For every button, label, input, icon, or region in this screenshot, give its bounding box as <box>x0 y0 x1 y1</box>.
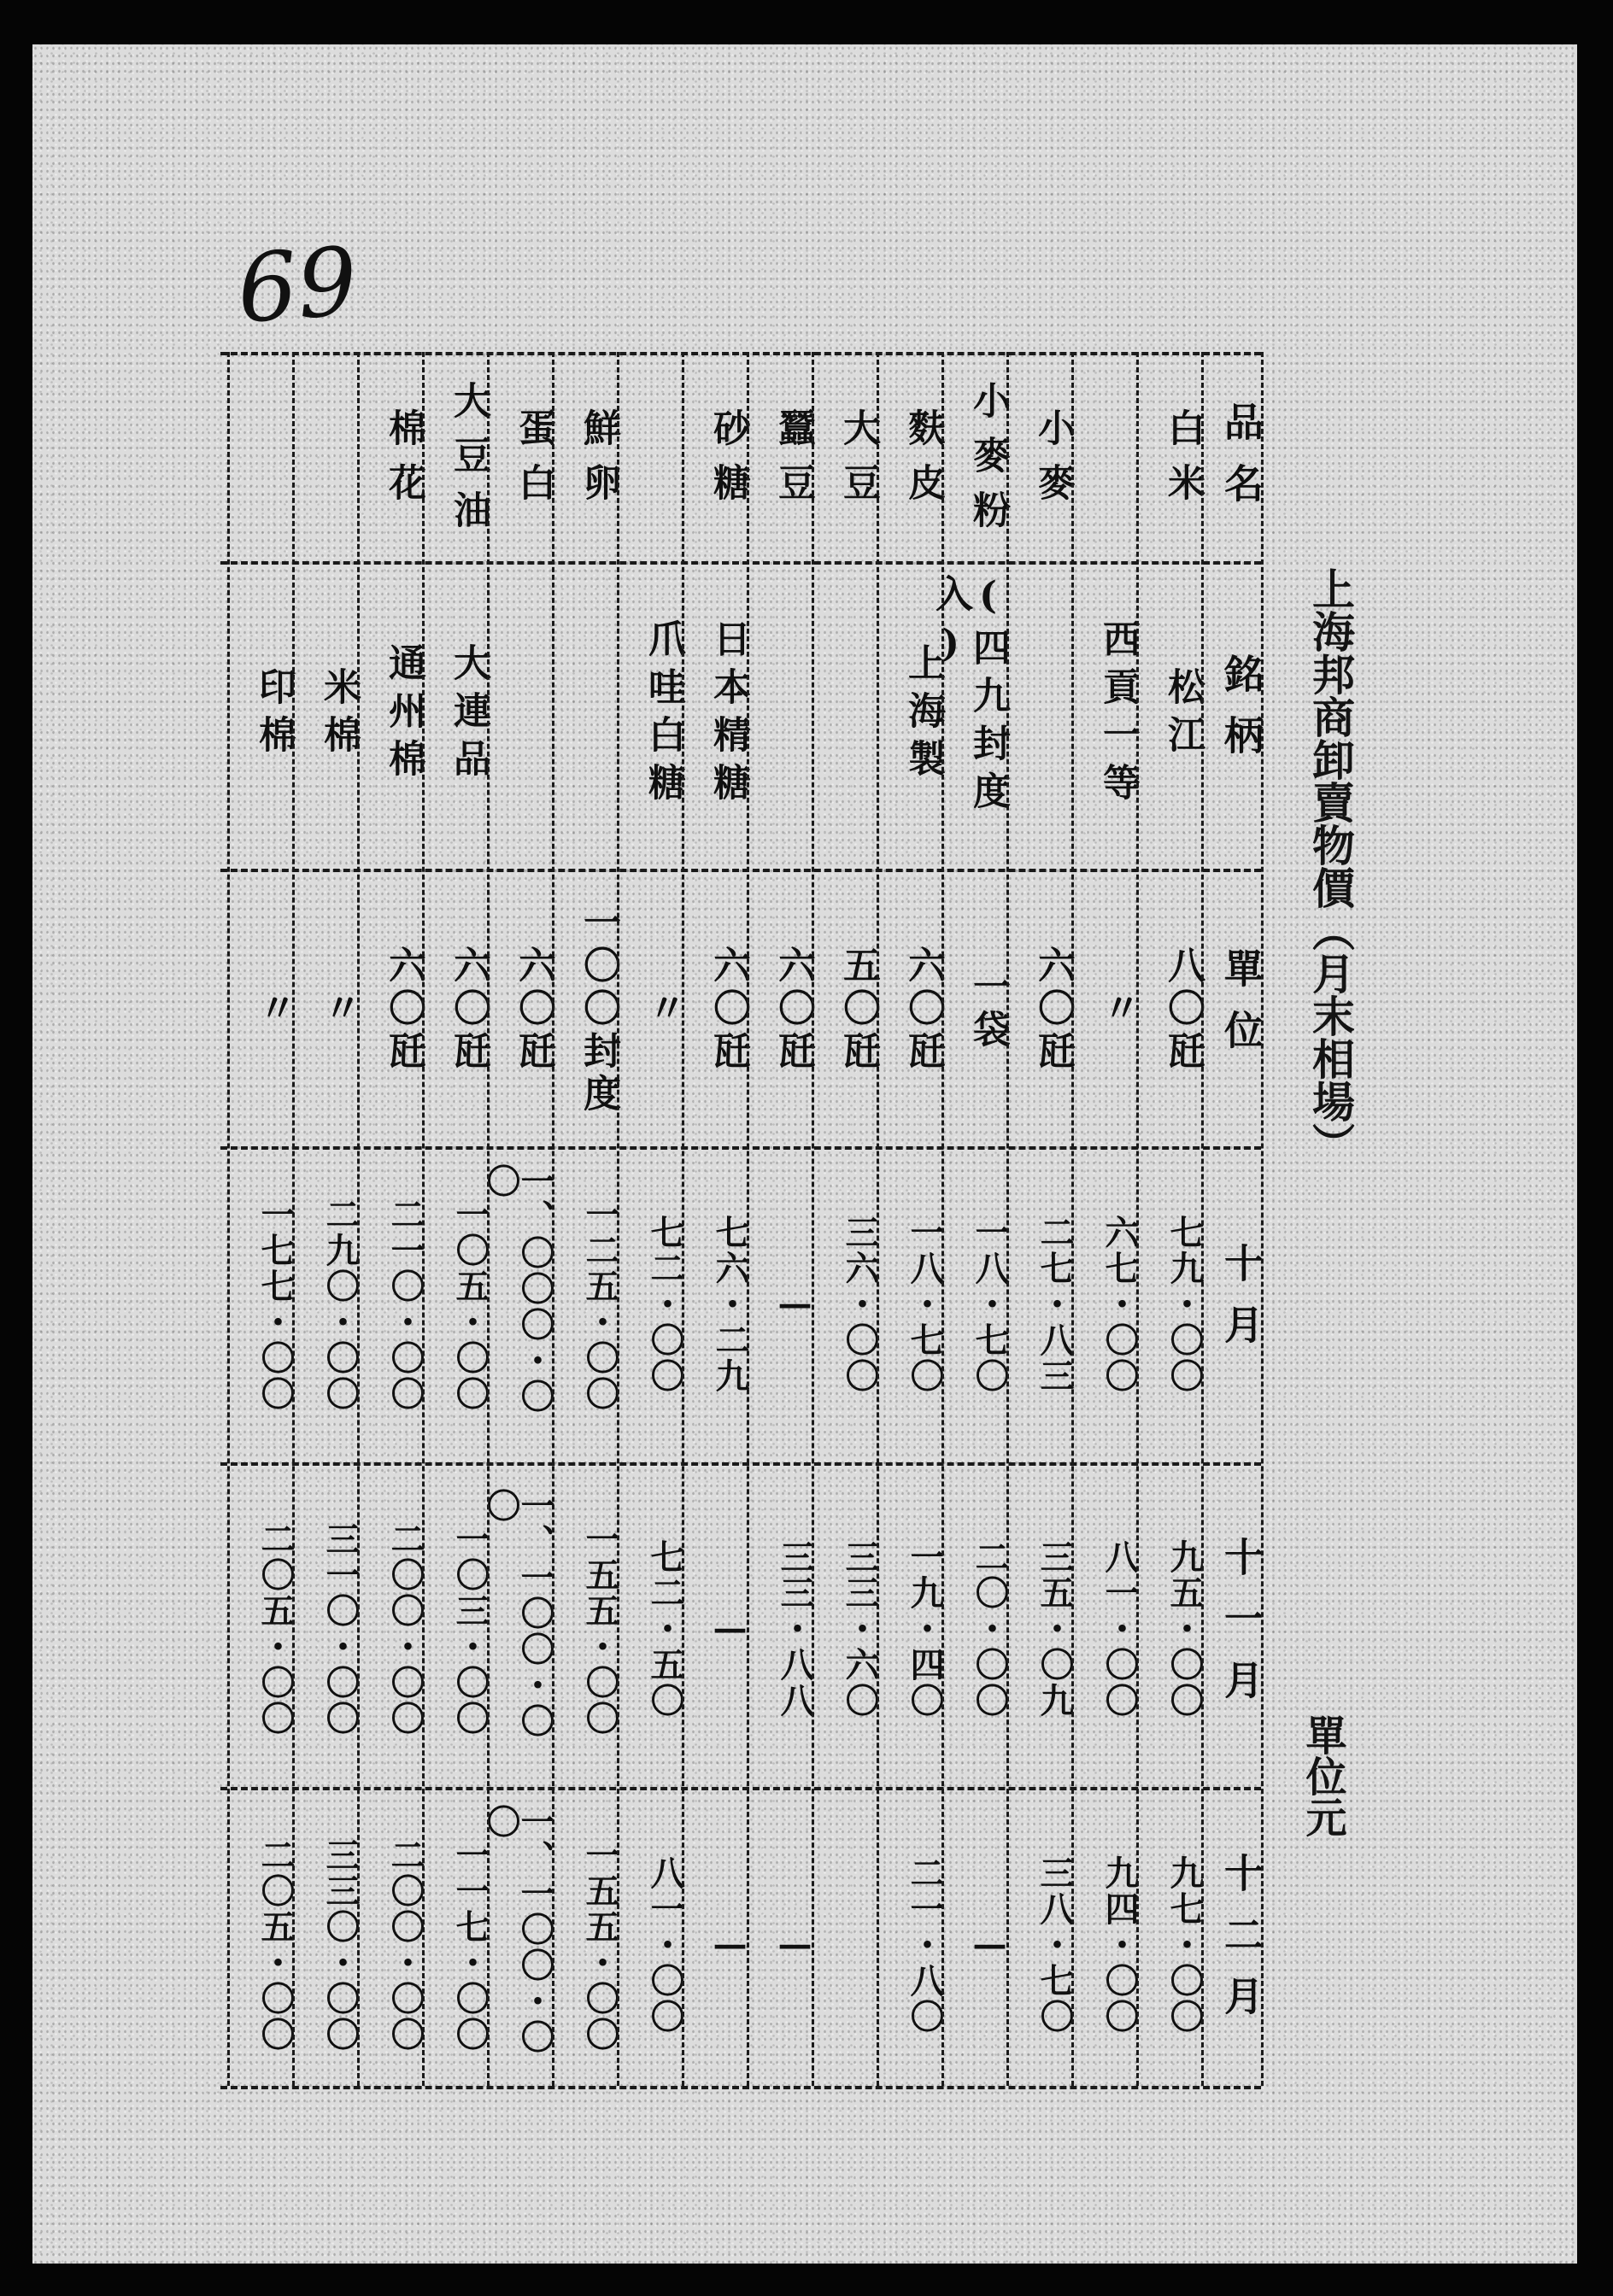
table-rule-v <box>682 352 684 2086</box>
row-14-name <box>227 369 292 557</box>
row-2-name: 小麥 <box>1031 408 1075 518</box>
row-12-brand: 通州棉 <box>382 643 425 787</box>
row-1-unit: 〃 <box>1096 988 1140 1031</box>
row-7-oct: 七六・二九 <box>710 1215 750 1394</box>
row-3-name: 小麥粉 <box>966 381 1010 545</box>
header-unit: 單位 <box>1218 948 1264 1071</box>
table-rule-v <box>227 352 230 2086</box>
table-rule-v <box>1201 352 1204 2086</box>
table-rule-v <box>422 352 425 2086</box>
row-11-nov: 一〇三・〇〇 <box>450 1521 490 1737</box>
table-rule-v <box>1006 352 1009 2086</box>
row-7-unit: 六〇瓩 <box>707 946 750 1074</box>
row-8-unit: 〃 <box>642 988 685 1031</box>
row-13-unit: 〃 <box>317 988 361 1031</box>
row-4-nov: 一九・四〇 <box>905 1539 945 1719</box>
row-14-oct: 一七七・〇〇 <box>255 1197 296 1412</box>
row-8-brand: 爪哇白糖 <box>642 619 685 811</box>
row-14-nov: 二〇五・〇〇 <box>255 1521 296 1737</box>
row-10-oct: 一、〇〇〇・〇〇 <box>481 1163 555 1414</box>
row-6-dec: — <box>775 1924 815 1966</box>
document-page <box>32 44 1577 2264</box>
row-9-unit: 一〇〇封度 <box>577 903 620 1116</box>
row-7-dec: — <box>710 1924 750 1966</box>
row-5-dec <box>812 1804 877 2086</box>
row-10-brand <box>487 574 552 856</box>
row-8-nov: 七二・五〇 <box>645 1539 685 1719</box>
row-3-oct: 一八・七〇 <box>970 1215 1010 1394</box>
row-5-nov: 三三・六〇 <box>840 1539 880 1719</box>
table-rule-v <box>747 352 749 2086</box>
row-10-nov: 一、一〇〇・〇〇 <box>481 1488 555 1739</box>
table-rule-h <box>220 1146 1261 1150</box>
row-0-dec: 九七・〇〇 <box>1164 1855 1205 2035</box>
row-4-name: 麩皮 <box>901 408 945 518</box>
row-5-name: 大豆 <box>836 408 880 518</box>
row-13-brand: 米棉 <box>317 667 361 763</box>
row-2-nov: 三五・〇九 <box>1035 1539 1075 1719</box>
row-8-dec: 八一・〇〇 <box>645 1855 685 2035</box>
row-12-dec: 二〇〇・〇〇 <box>385 1837 425 2053</box>
table-rule-h <box>220 1462 1261 1466</box>
table-rule-v <box>357 352 360 2086</box>
row-4-unit: 六〇瓩 <box>901 946 945 1074</box>
row-1-nov: 八一・〇〇 <box>1100 1539 1140 1719</box>
row-0-nov: 九五・〇〇 <box>1164 1539 1205 1719</box>
row-12-unit: 六〇瓩 <box>382 946 425 1074</box>
table-rule-v <box>487 352 490 2086</box>
row-3-nov: 二〇・〇〇 <box>970 1539 1010 1719</box>
table-rule-v <box>292 352 295 2086</box>
row-9-name: 鮮卵 <box>577 408 620 518</box>
table-rule-v <box>1071 352 1074 2086</box>
row-1-oct: 六七・〇〇 <box>1100 1215 1140 1394</box>
unit-note: 單位元 <box>1299 1714 1346 1837</box>
row-10-name: 蛋白 <box>512 408 555 518</box>
row-12-name: 棉花 <box>382 408 425 518</box>
header-nov: 十一月 <box>1218 1537 1264 1721</box>
row-14-unit: 〃 <box>252 988 296 1031</box>
row-13-oct: 二九〇・〇〇 <box>320 1197 361 1412</box>
table-rule-h <box>220 2086 1261 2089</box>
row-11-brand: 大連品 <box>447 643 490 787</box>
row-7-nov: — <box>710 1608 750 1650</box>
table-rule-v <box>877 352 879 2086</box>
row-1-dec: 九四・〇〇 <box>1100 1855 1140 2035</box>
row-0-brand: 松江 <box>1161 667 1205 763</box>
row-14-brand: 印棉 <box>252 667 296 763</box>
row-10-unit: 六〇瓩 <box>512 946 555 1074</box>
row-6-brand <box>747 574 812 856</box>
header-name: 品名 <box>1218 401 1264 524</box>
row-9-oct: 一二五・〇〇 <box>580 1197 620 1412</box>
row-11-oct: 一〇五・〇〇 <box>450 1197 490 1412</box>
price-table <box>220 352 1264 2086</box>
row-2-oct: 二七・八三 <box>1035 1215 1075 1394</box>
document-title: 上海邦商卸賣物價（月末相場） <box>1305 567 1356 1165</box>
row-4-dec: 二一・八〇 <box>905 1855 945 2035</box>
table-rule-h <box>220 561 1261 565</box>
row-5-unit: 五〇瓩 <box>836 946 880 1074</box>
page-number: 69 <box>233 226 361 344</box>
row-6-nov: 三三・八八 <box>775 1539 815 1719</box>
row-6-unit: 六〇瓩 <box>771 946 815 1074</box>
row-14-dec: 二〇五・〇〇 <box>255 1837 296 2053</box>
table-rule-h <box>220 352 1261 355</box>
table-rule-h <box>220 1787 1261 1790</box>
row-4-brand: 上海製 <box>901 643 945 787</box>
row-6-name: 蠶豆 <box>771 408 815 518</box>
row-7-name: 砂糖 <box>707 408 750 518</box>
row-12-oct: 二一〇・〇〇 <box>385 1197 425 1412</box>
row-2-dec: 三八・七〇 <box>1035 1855 1075 2035</box>
row-13-dec: 三三〇・〇〇 <box>320 1837 361 2053</box>
row-12-nov: 二〇〇・〇〇 <box>385 1521 425 1737</box>
row-11-name: 大豆油 <box>447 381 490 545</box>
row-1-name <box>1071 369 1136 557</box>
row-3-dec: — <box>970 1924 1010 1966</box>
row-0-name: 白米 <box>1161 408 1205 518</box>
row-9-brand <box>552 574 617 856</box>
table-rule-v <box>812 352 814 2086</box>
table-rule-v <box>617 352 619 2086</box>
row-5-oct: 三六・〇〇 <box>840 1215 880 1394</box>
row-5-brand <box>812 574 877 856</box>
row-13-nov: 三一〇・〇〇 <box>320 1521 361 1737</box>
header-brand: 銘柄 <box>1218 653 1264 776</box>
row-8-oct: 七二・〇〇 <box>645 1215 685 1394</box>
row-3-unit: 一袋 <box>966 967 1010 1052</box>
table-rule-v <box>1136 352 1139 2086</box>
table-rule-v <box>941 352 944 2086</box>
row-2-unit: 六〇瓩 <box>1031 946 1075 1074</box>
header-oct: 十月 <box>1218 1243 1264 1366</box>
row-11-unit: 六〇瓩 <box>447 946 490 1074</box>
row-9-nov: 一五五・〇〇 <box>580 1521 620 1737</box>
row-2-brand <box>1006 574 1071 856</box>
row-9-dec: 一五五・〇〇 <box>580 1837 620 2053</box>
row-0-unit: 八〇瓩 <box>1161 946 1205 1074</box>
row-3-brand: (四九封度入) <box>929 574 1010 819</box>
header-dec: 十二月 <box>1218 1853 1264 2037</box>
row-11-dec: 一一七・〇〇 <box>450 1837 490 2053</box>
row-8-name <box>617 369 682 557</box>
row-4-oct: 一八・七〇 <box>905 1215 945 1394</box>
table-rule-h <box>220 869 1261 872</box>
row-6-oct: — <box>775 1283 815 1326</box>
table-rule-v <box>1261 352 1264 2086</box>
row-1-brand: 西貢一等 <box>1096 619 1140 811</box>
row-7-brand: 日本精糖 <box>707 619 750 811</box>
row-0-oct: 七九・〇〇 <box>1164 1215 1205 1394</box>
row-13-name <box>292 369 357 557</box>
table-rule-v <box>552 352 554 2086</box>
row-10-dec: 一、一〇〇・〇〇 <box>481 1804 555 2055</box>
